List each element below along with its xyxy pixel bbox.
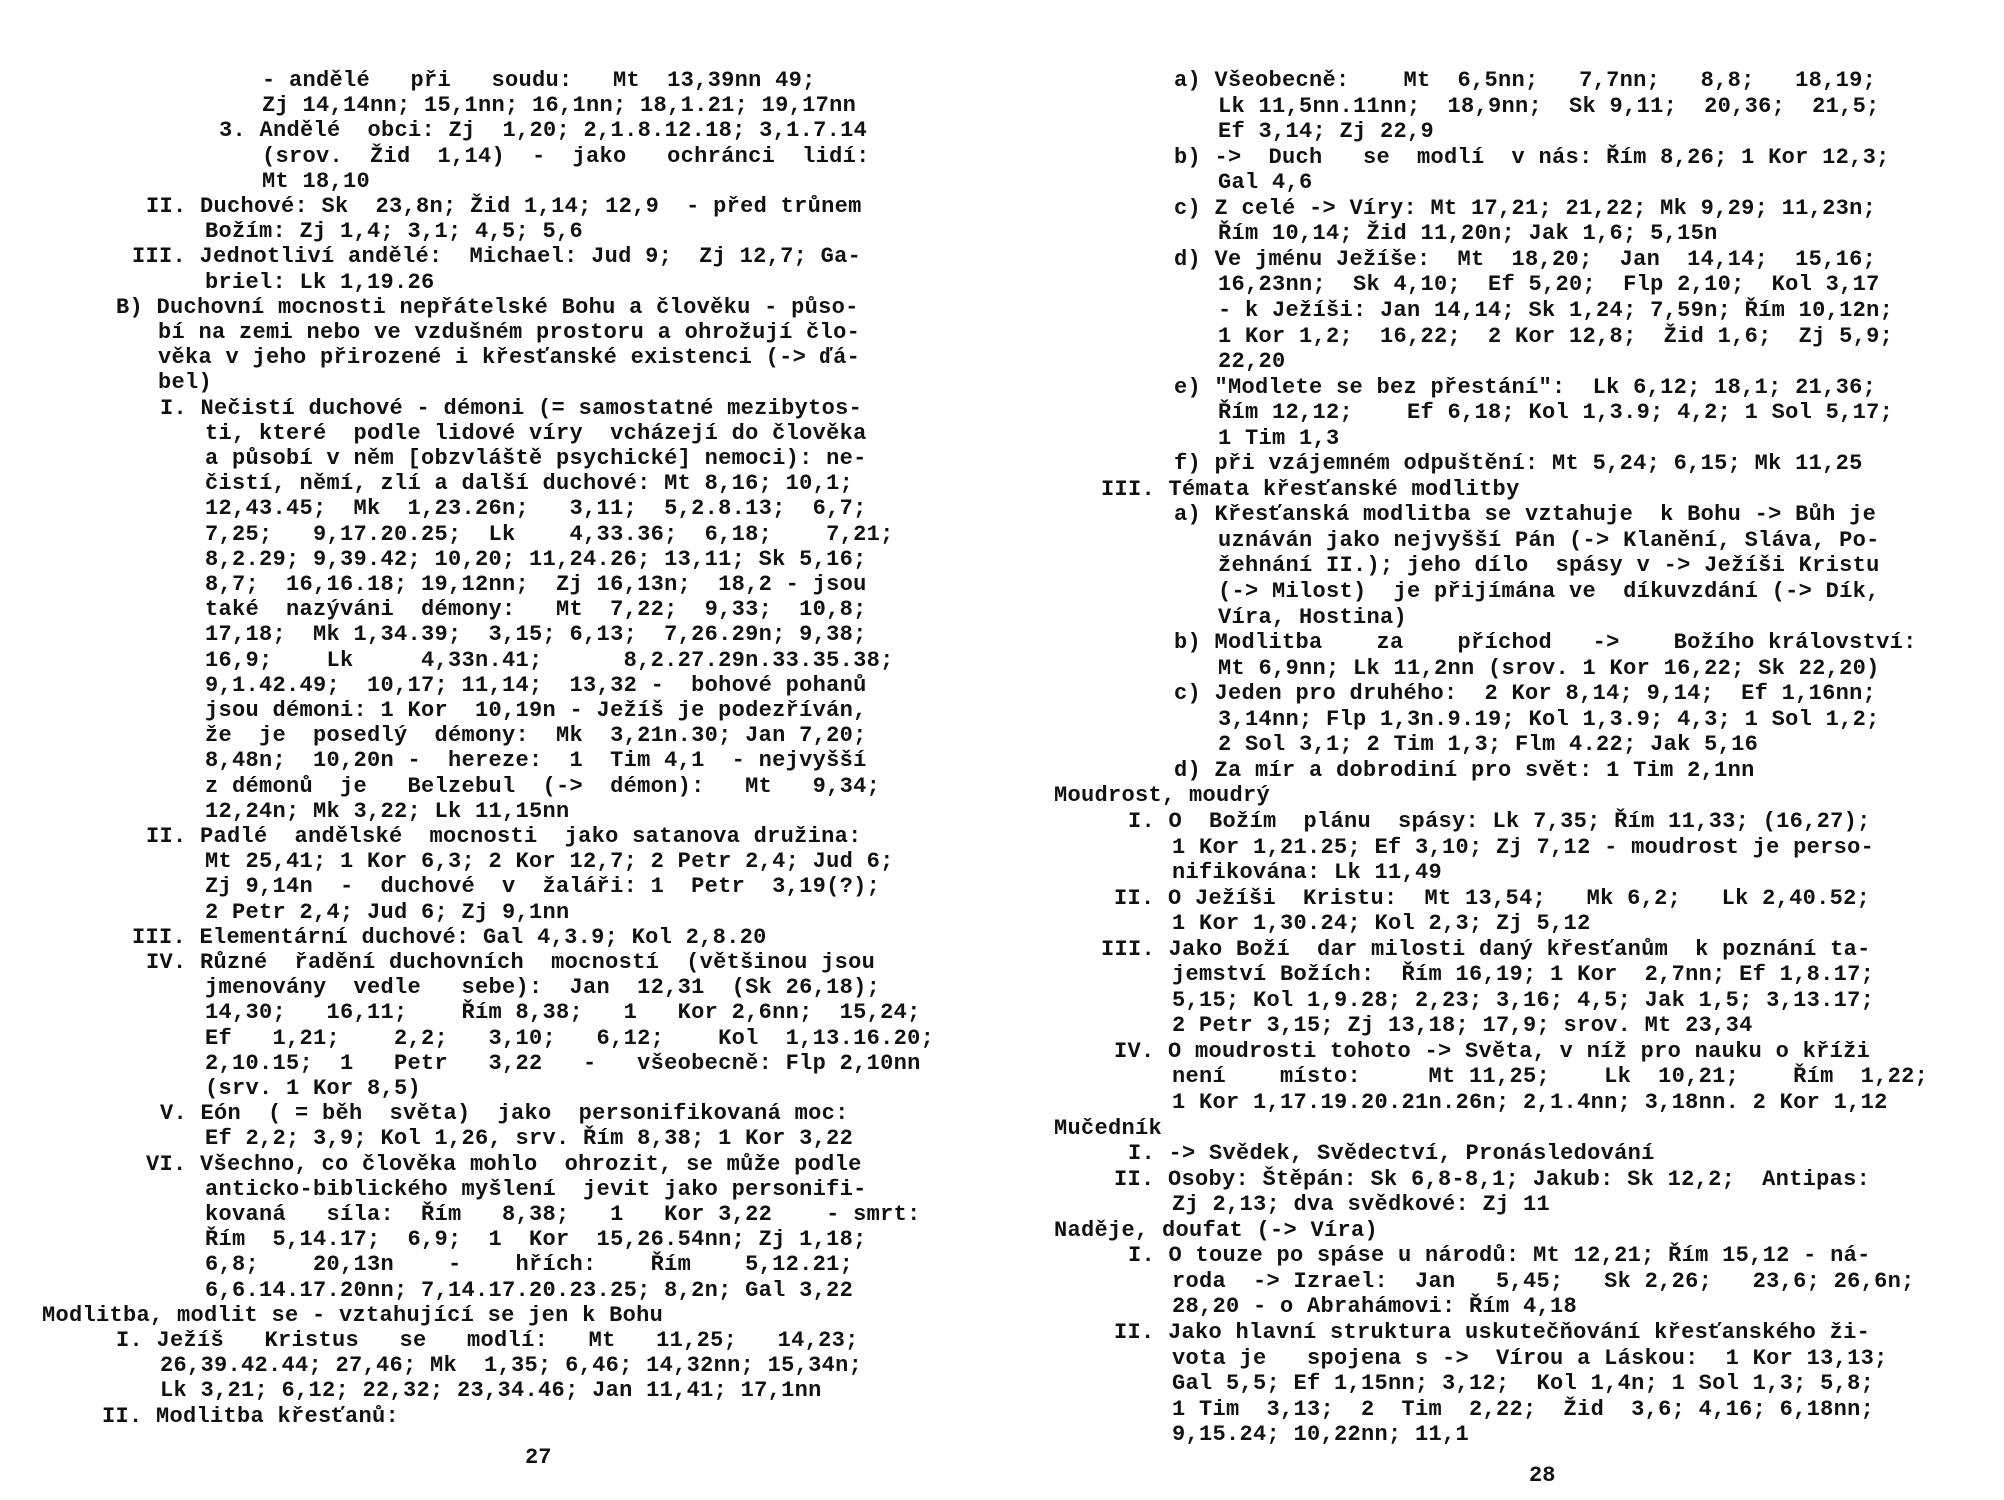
text-line: není místo: Mt 11,25; Lk 10,21; Řím 1,22; <box>1172 1064 1929 1090</box>
page-number: 28 <box>1529 1463 1556 1488</box>
text-line: III. Témata křesťanské modlitby <box>1101 476 1520 502</box>
text-line: 2,10.15; 1 Petr 3,22 - všeobecně: Flp 2,10nn <box>205 1050 921 1076</box>
text-line: - andělé při soudu: Mt 13,39nn 49; <box>262 68 816 93</box>
text-line: jemství Božích: Řím 16,19; 1 Kor 2,7nn; Ef 1,8.17; <box>1172 962 1875 988</box>
text-line: 8,2.29; 9,39.42; 10,20; 11,24.26; 13,11; Sk 5,16; <box>205 546 867 572</box>
text-line: 16,9; Lk 4,33n.41; 8,2.27.29n.33.35.38; <box>205 647 894 673</box>
text-line: II. O Ježíši Kristu: Mt 13,54; Mk 6,2; Lk 2,40.52; <box>1114 885 1871 911</box>
text-line: a) Křesťanská modlitba se vztahuje k Bohu -> Bůh je <box>1174 502 1877 528</box>
text-line: 6,6.14.17.20nn; 7,14.17.20.23.25; 8,2n; Gal 3,22 <box>205 1277 854 1303</box>
text-line: b) Modlitba za příchod -> Božího království: <box>1174 630 1917 656</box>
text-line: 3. Andělé obci: Zj 1,20; 2,1.8.12.18; 3,1.7.14 <box>219 118 868 144</box>
text-line: Božím: Zj 1,4; 3,1; 4,5; 5,6 <box>205 219 584 245</box>
text-line: briel: Lk 1,19.26 <box>205 269 435 295</box>
text-line: bel) <box>158 370 213 396</box>
text-line: I. Nečistí duchové - démoni (= samostatné mezibytos- <box>160 395 863 421</box>
text-line: (srv. 1 Kor 8,5) <box>205 1076 422 1101</box>
text-line: Lk 3,21; 6,12; 22,32; 23,34.46; Jan 11,41; 17,1nn <box>160 1378 822 1404</box>
text-line: 2 Petr 2,4; Jud 6; Zj 9,1nn <box>205 899 570 925</box>
text-line: 7,25; 9,17.20.25; Lk 4,33.36; 6,18; 7,21; <box>205 521 894 547</box>
text-line: 8,7; 16,16.18; 19,12nn; Zj 16,13n; 18,2 - jsou <box>205 572 867 597</box>
text-line: I. O Božím plánu spásy: Lk 7,35; Řím 11,33; (16,27); <box>1128 808 1871 834</box>
text-line: bí na zemi nebo ve vzdušném prostoru a ohrožují člo- <box>158 320 861 345</box>
text-line: také nazýváni démony: Mt 7,22; 9,33; 10,8; <box>205 597 867 623</box>
text-line: II. Modlitba křesťanů: <box>102 1403 400 1429</box>
text-line: vota je spojena s -> Vírou a Láskou: 1 Kor 13,13; <box>1172 1345 1888 1371</box>
text-line: 22,20 <box>1218 349 1286 375</box>
text-line: - k Ježíši: Jan 14,14; Sk 1,24; 7,59n; Řím 10,12n; <box>1218 297 1894 323</box>
text-line: 1 Kor 1,2; 16,22; 2 Kor 12,8; Žid 1,6; Zj 5,9; <box>1218 323 1894 349</box>
text-line: d) Ve jménu Ježíše: Mt 18,20; Jan 14,14; 15,16; <box>1174 246 1877 272</box>
text-line: I. -> Svědek, Svědectví, Pronásledování <box>1128 1141 1655 1167</box>
text-line: 9,15.24; 10,22nn; 11,1 <box>1172 1422 1470 1448</box>
text-line: 5,15; Kol 1,9.28; 2,23; 3,16; 4,5; Jak 1,5; 3,13.17; <box>1172 987 1875 1013</box>
text-line: Gal 5,5; Ef 1,15nn; 3,12; Kol 1,4n; 1 Sol 1,3; 5,8; <box>1172 1371 1875 1397</box>
text-line: 8,48n; 10,20n - hereze: 1 Tim 4,1 - nejvyšší <box>205 748 867 774</box>
text-line: Ef 1,21; 2,2; 3,10; 6,12; Kol 1,13.16.20; <box>205 1025 935 1051</box>
text-line: Zj 2,13; dva svědkové: Zj 11 <box>1172 1192 1551 1218</box>
text-line: Lk 11,5nn.11nn; 18,9nn; Sk 9,11; 20,36; 21,5; <box>1218 93 1880 119</box>
text-line: III. Jako Boží dar milosti daný křesťanům k poznání ta- <box>1101 936 1871 962</box>
text-line: 9,1.42.49; 10,17; 11,14; 13,32 - bohové pohanů <box>205 672 867 698</box>
text-line: VI. Všechno, co člověka mohlo ohrozit, se může podle <box>146 1151 862 1177</box>
page-number: 27 <box>525 1445 552 1470</box>
text-line: d) Za mír a dobrodiní pro svět: 1 Tim 2,1nn <box>1174 757 1755 783</box>
text-line: Mt 18,10 <box>262 168 371 194</box>
text-line: II. Osoby: Štěpán: Sk 6,8-8,1; Jakub: Sk 12,2; Antipas: <box>1114 1166 1871 1192</box>
text-line: kovaná síla: Řím 8,38; 1 Kor 3,22 - smrt: <box>205 1202 921 1227</box>
text-line: anticko-biblického myšlení jevit jako personifi- <box>205 1176 867 1202</box>
text-line: Ef 3,14; Zj 22,9 <box>1218 119 1435 145</box>
text-line: IV. Různé řadění duchovních mocností (většinou jsou <box>146 950 876 975</box>
text-line: B) Duchovní mocnosti nepřátelské Bohu a člověku - půso- <box>116 294 859 320</box>
text-line: 2 Petr 3,15; Zj 13,18; 17,9; srov. Mt 23,34 <box>1172 1013 1753 1039</box>
text-line: IV. O moudrosti tohoto -> Světa, v níž pro nauku o kříži <box>1114 1038 1871 1064</box>
text-line: b) -> Duch se modlí v nás: Řím 8,26; 1 Kor 12,3; <box>1174 144 1890 170</box>
text-line: Gal 4,6 <box>1218 170 1313 196</box>
text-line: Ef 2,2; 3,9; Kol 1,26, srv. Řím 8,38; 1 Kor 3,22 <box>205 1126 854 1152</box>
text-line: že je posedlý démony: Mk 3,21n.30; Jan 7,20; <box>205 723 867 749</box>
text-line: c) Jeden pro druhého: 2 Kor 8,14; 9,14; Ef 1,16nn; <box>1174 681 1877 707</box>
text-line: II. Jako hlavní struktura uskutečňování křesťanského ži- <box>1114 1319 1871 1345</box>
text-line: 1 Tim 1,3 <box>1218 425 1340 451</box>
text-line: Naděje, doufat (-> Víra) <box>1054 1217 1379 1243</box>
text-line: čistí, němí, zlí a další duchové: Mt 8,16; 10,1; <box>205 471 854 497</box>
text-line: jmenovány vedle sebe): Jan 12,31 (Sk 26,18); <box>205 975 881 1001</box>
text-line: 12,24n; Mk 3,22; Lk 11,15nn <box>205 798 570 824</box>
text-line: 1 Kor 1,17.19.20.21n.26n; 2,1.4nn; 3,18nn. 2 Kor 1,12 <box>1172 1090 1888 1115</box>
text-line: z démonů je Belzebul (-> démon): Mt 9,34; <box>205 773 881 799</box>
text-line: I. O touze po spáse u národů: Mt 12,21; Řím 15,12 - ná- <box>1128 1243 1871 1269</box>
text-line: 2 Sol 3,1; 2 Tim 1,3; Flm 4.22; Jak 5,16 <box>1218 732 1759 758</box>
text-line: (-> Milost) je přijímána ve díkuvzdání (-> Dík, <box>1218 579 1880 604</box>
text-line: Víra, Hostina) <box>1218 604 1408 630</box>
text-line: Řím 5,14.17; 6,9; 1 Kor 15,26.54nn; Zj 1,18; <box>205 1227 867 1253</box>
text-line: 17,18; Mk 1,34.39; 3,15; 6,13; 7,26.29n; 9,38; <box>205 622 867 648</box>
text-line: 1 Kor 1,30.24; Kol 2,3; Zj 5,12 <box>1172 911 1591 937</box>
text-line: jsou démoni: 1 Kor 10,19n - Ježíš je podezříván, <box>205 698 867 723</box>
text-line: f) při vzájemném odpuštění: Mt 5,24; 6,15; Mk 11,25 <box>1174 451 1863 477</box>
text-line: II. Duchové: Sk 23,8n; Žid 1,14; 12,9 - před trůnem <box>146 194 862 219</box>
text-line: Mt 6,9nn; Lk 11,2nn (srov. 1 Kor 16,22; Sk 22,20) <box>1218 655 1880 681</box>
text-line: roda -> Izrael: Jan 5,45; Sk 2,26; 23,6; 26,6n; <box>1172 1268 1915 1294</box>
text-line: věka v jeho přirozené i křesťanské existenci (-> ďá- <box>158 345 861 371</box>
text-line: e) "Modlete se bez přestání": Lk 6,12; 18,1; 21,36; <box>1174 374 1877 400</box>
text-line: III. Elementární duchové: Gal 4,3.9; Kol 2,8.20 <box>132 924 767 950</box>
text-line: 26,39.42.44; 27,46; Mk 1,35; 6,46; 14,32nn; 15,34n; <box>160 1353 863 1379</box>
text-line: III. Jednotliví andělé: Michael: Jud 9; Zj 12,7; Ga- <box>132 244 862 270</box>
text-line: c) Z celé -> Víry: Mt 17,21; 21,22; Mk 9,29; 11,23n; <box>1174 195 1877 221</box>
right-page <box>1002 0 2004 1500</box>
text-line: Řím 12,12; Ef 6,18; Kol 1,3.9; 4,2; 1 Sol 5,17; <box>1218 400 1894 426</box>
text-line: 6,8; 20,13n - hřích: Řím 5,12.21; <box>205 1252 854 1278</box>
text-line: a) Všeobecně: Mt 6,5nn; 7,7nn; 8,8; 18,19; <box>1174 68 1877 93</box>
text-line: II. Padlé andělské mocnosti jako satanova družina: <box>146 824 862 849</box>
text-line: 28,20 - o Abrahámovi: Řím 4,18 <box>1172 1294 1578 1320</box>
text-line: Zj 9,14n - duchové v žaláři: 1 Petr 3,19(?); <box>205 874 881 900</box>
text-line: nifikována: Lk 11,49 <box>1172 860 1443 886</box>
text-line: 16,23nn; Sk 4,10; Ef 5,20; Flp 2,10; Kol 3,17 <box>1218 272 1880 298</box>
text-line: 1 Kor 1,21.25; Ef 3,10; Zj 7,12 - moudrost je perso- <box>1172 834 1875 860</box>
text-line: I. Ježíš Kristus se modlí: Mt 11,25; 14,23; <box>116 1328 859 1353</box>
text-line: 14,30; 16,11; Řím 8,38; 1 Kor 2,6nn; 15,24; <box>205 1000 921 1026</box>
text-line: ti, které podle lidové víry vcházejí do člověka <box>205 420 867 446</box>
text-line: Modlitba, modlit se - vztahující se jen k Bohu <box>42 1302 664 1328</box>
text-line: Moudrost, moudrý <box>1054 783 1271 809</box>
text-line: 12,43.45; Mk 1,23.26n; 3,11; 5,2.8.13; 6,7; <box>205 496 867 522</box>
text-line: uznáván jako nejvyšší Pán (-> Klanění, Sláva, Po- <box>1218 527 1880 553</box>
text-line: 1 Tim 3,13; 2 Tim 2,22; Žid 3,6; 4,16; 6,18nn; <box>1172 1396 1875 1422</box>
text-line: Řím 10,14; Žid 11,20n; Jak 1,6; 5,15n <box>1218 221 1718 247</box>
text-line: a působí v něm [obzvláště psychické] nemoci): ne- <box>205 446 867 471</box>
text-line: Zj 14,14nn; 15,1nn; 16,1nn; 18,1.21; 19,17nn <box>262 93 857 119</box>
text-line: Mučedník <box>1054 1115 1163 1141</box>
text-line: žehnání II.); jeho dílo spásy v -> Ježíši Kristu <box>1218 553 1880 579</box>
text-line: 3,14nn; Flp 1,3n.9.19; Kol 1,3.9; 4,3; 1 Sol 1,2; <box>1218 706 1880 732</box>
text-line: (srov. Žid 1,14) - jako ochránci lidí: <box>262 143 870 169</box>
text-line: Mt 25,41; 1 Kor 6,3; 2 Kor 12,7; 2 Petr 2,4; Jud 6; <box>205 849 894 875</box>
text-line: V. Eón ( = běh světa) jako personifikovaná moc: <box>160 1101 849 1127</box>
